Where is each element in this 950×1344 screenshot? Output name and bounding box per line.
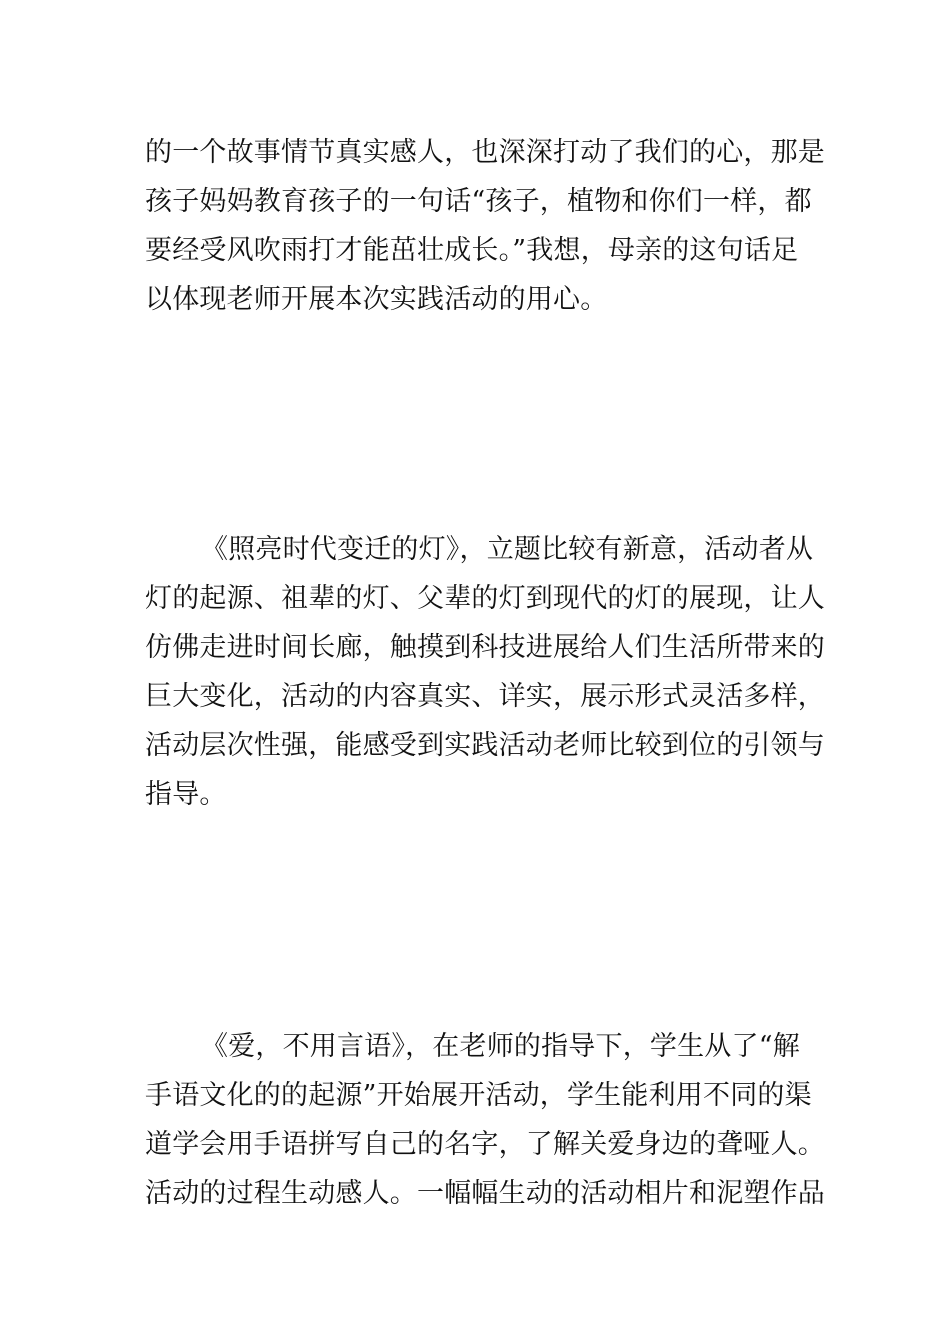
text-line: 要经受风吹雨打才能茁壮成长。”我想，母亲的这句话足 xyxy=(145,235,799,266)
text-line: 仿佛走进时间长廊，触摸到科技进展给人们生活所带来的 xyxy=(145,632,825,663)
text-line: 指导。 xyxy=(145,779,227,810)
text-line: 以体现老师开展本次实践活动的用心。 xyxy=(145,284,608,315)
text-line: 灯的起源、祖辈的灯、父辈的灯到现代的灯的展现，让人 xyxy=(145,583,825,614)
text-line: 活动层次性强，能感受到实践活动老师比较到位的引领与 xyxy=(145,730,825,761)
text-line: 孩子妈妈教育孩子的一句话“孩子，植物和你们一样，都 xyxy=(145,186,812,217)
text-line: 活动的过程生动感人。一幅幅生动的活动相片和泥塑作品 xyxy=(145,1178,825,1209)
paragraph-1 xyxy=(145,128,825,324)
text-line: 《爱，不用言语》，在老师的指导下，学生从了“解 xyxy=(201,1031,800,1062)
paragraph-2 xyxy=(145,525,825,819)
text-line: 的一个故事情节真实感人，也深深打动了我们的心，那是 xyxy=(145,137,825,168)
text-line: 手语文化的的起源”开始展开活动，学生能利用不同的渠 xyxy=(145,1080,812,1111)
text-line: 巨大变化，活动的内容真实、详实，展示形式灵活多样， xyxy=(145,681,825,712)
paragraph-3 xyxy=(145,1022,825,1218)
text-line: 《照亮时代变迁的灯》，立题比较有新意，活动者从 xyxy=(201,534,814,565)
text-line: 道学会用手语拼写自己的名字，了解关爱身边的聋哑人。 xyxy=(145,1129,825,1160)
